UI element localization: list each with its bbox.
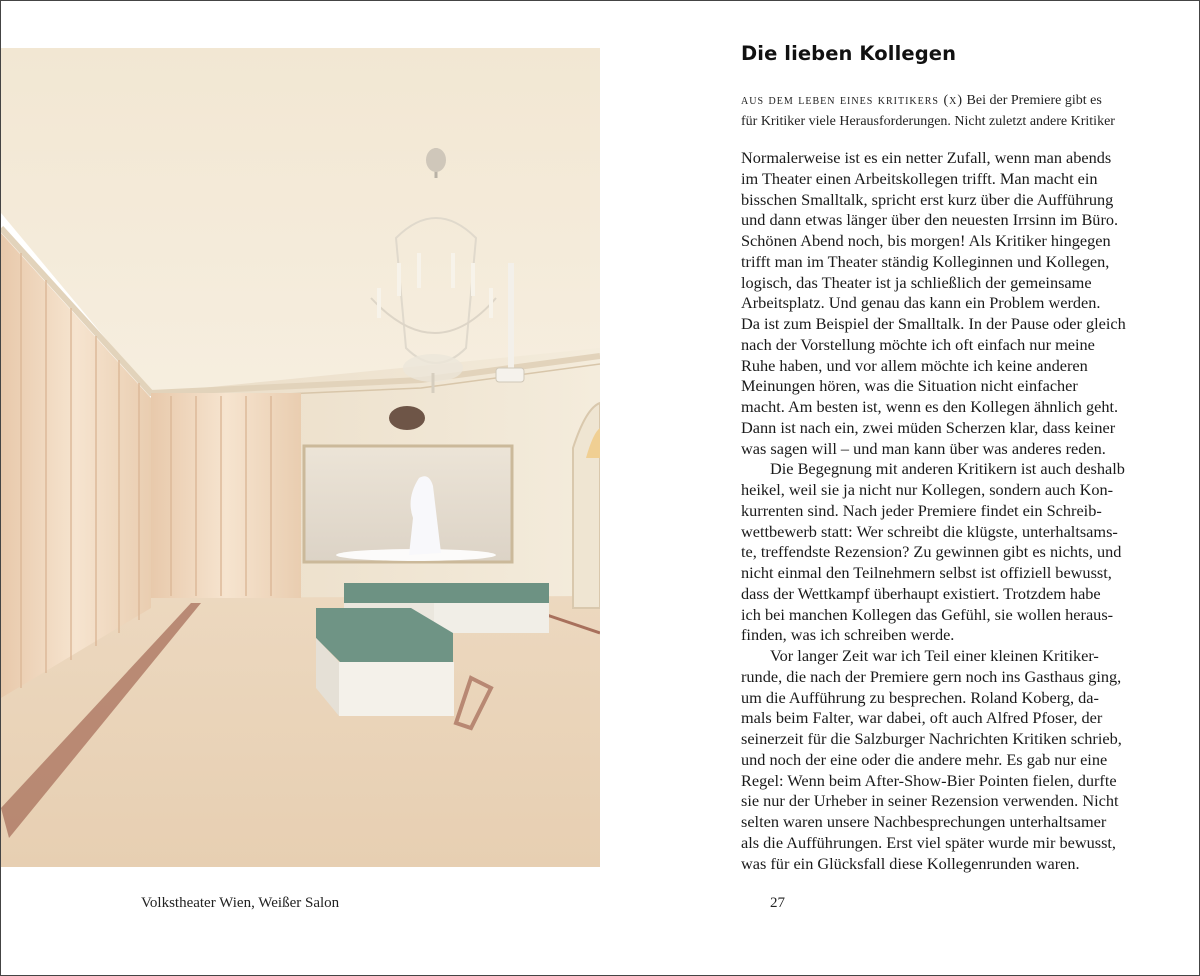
lead-line-2: für Kritiker viele Herausforderungen. Nicht zuletzt andere Kritiker (741, 114, 1115, 129)
body-line: Ruhe haben, und vor allem möchte ich keine anderen (741, 355, 1088, 375)
body-line: Schönen Abend noch, bis morgen! Als Kritiker hingegen (741, 231, 1111, 250)
salon-illustration (1, 48, 600, 867)
projector (496, 368, 524, 382)
body-line: Da ist zum Beispiel der Smalltalk. In der Pause oder gleich (741, 314, 1126, 333)
body-line: bisschen Smalltalk, spricht erst kurz über die Aufführung (741, 189, 1114, 209)
body-line: runde, die nach der Premiere gern noch ins Gasthaus ging, (741, 666, 1122, 686)
body-line: mals beim Falter, war dabei, oft auch Alfred Pfoser, der (741, 708, 1103, 728)
body-line: was für ein Glücksfall diese Kollegenrunden waren. (741, 853, 1080, 873)
article-title: Die lieben Kollegen (741, 42, 957, 65)
body-line: wettbewerb statt: Wer schreibt die klügste, unterhaltsams- (741, 521, 1118, 541)
body-line: seinerzeit für die Salzburger Nachrichten Kritiken schrieb, (741, 729, 1122, 748)
body-line: Regel: Wenn beim After-Show-Bier Pointen fielen, durfte (741, 770, 1117, 790)
body-line: und noch der eine oder die andere mehr. Es gab nur eine (741, 749, 1108, 769)
body-line: heikel, weil sie ja nicht nur Kollegen, sondern auch Kon- (741, 480, 1114, 499)
vent-grille (389, 406, 425, 430)
body-line: im Theater einen Arbeitskollegen trifft. Man macht ein (741, 168, 1098, 188)
body-line: dass der Wettkampf überhaupt existiert. Trotzdem habe (741, 583, 1101, 603)
projection-screen (304, 446, 512, 562)
page-number: 27 (770, 895, 785, 911)
back-curtains (151, 393, 301, 598)
bench-front (316, 608, 454, 716)
lead-line-1-text: Bei der Premiere gibt es (966, 93, 1102, 108)
article-lead (741, 90, 1161, 132)
body-line: te, treffendste Rezension? Zu gewinnen gibt es nichts, und (741, 542, 1122, 562)
body-line: sie nur der Urheber in seiner Rezension verwenden. Nicht (741, 791, 1119, 811)
body-line: Arbeitsplatz. Und genau das kann ein Problem werden. (741, 293, 1101, 313)
body-line: Dann ist nach ein, zwei müden Scherzen klar, dass keiner (741, 417, 1116, 437)
body-line: trifft man im Theater ständig Kolleginnen und Kollegen, (741, 251, 1110, 271)
body-line: selten waren unsere Nachbesprechungen unterhaltsamer (741, 812, 1107, 831)
body-line: kurrenten sind. Nach jeder Premiere findet ein Schreib- (741, 500, 1102, 520)
body-line: nach der Vorstellung möchte ich oft einfach nur meine (741, 334, 1095, 354)
body-line: und dann etwas länger über den neuesten Irrsinn im Büro. (741, 210, 1119, 230)
body-line: ich bei manchen Kollegen das Gefühl, sie wollen heraus- (741, 604, 1114, 624)
body-line: macht. Am besten ist, wenn es den Kollegen ähnlich geht. (741, 397, 1119, 416)
body-line: um die Aufführung zu besprechen. Roland Koberg, da- (741, 687, 1099, 707)
body-line: Die Begegnung mit anderen Kritikern ist auch deshalb (770, 459, 1125, 479)
body-line: Vor langer Zeit war ich Teil einer kleinen Kritiker- (770, 646, 1099, 665)
body-line: Normalerweise ist es ein netter Zufall, wenn man abends (741, 148, 1112, 167)
body-line: was sagen will – und man kann über was anderes reden. (741, 438, 1106, 458)
body-line: logisch, das Theater ist ja schließlich der gemeinsame (741, 272, 1092, 292)
body-line: nicht einmal den Teilnehmern selbst ist offiziell bewusst, (741, 563, 1112, 582)
lead-kicker: aus dem leben eines kritikers (x) (741, 93, 964, 108)
lead-line-1 (741, 90, 1161, 111)
photo-caption: Volkstheater Wien, Weißer Salon (141, 895, 340, 911)
article-body (741, 148, 1161, 874)
body-line: finden, was ich schreiben werde. (741, 625, 955, 645)
body-line: als die Aufführungen. Erst viel später wurde mir bewusst, (741, 832, 1116, 852)
body-line: Meinungen hören, was die Situation nicht einfacher (741, 376, 1078, 396)
photo-weisser-salon (1, 48, 600, 867)
